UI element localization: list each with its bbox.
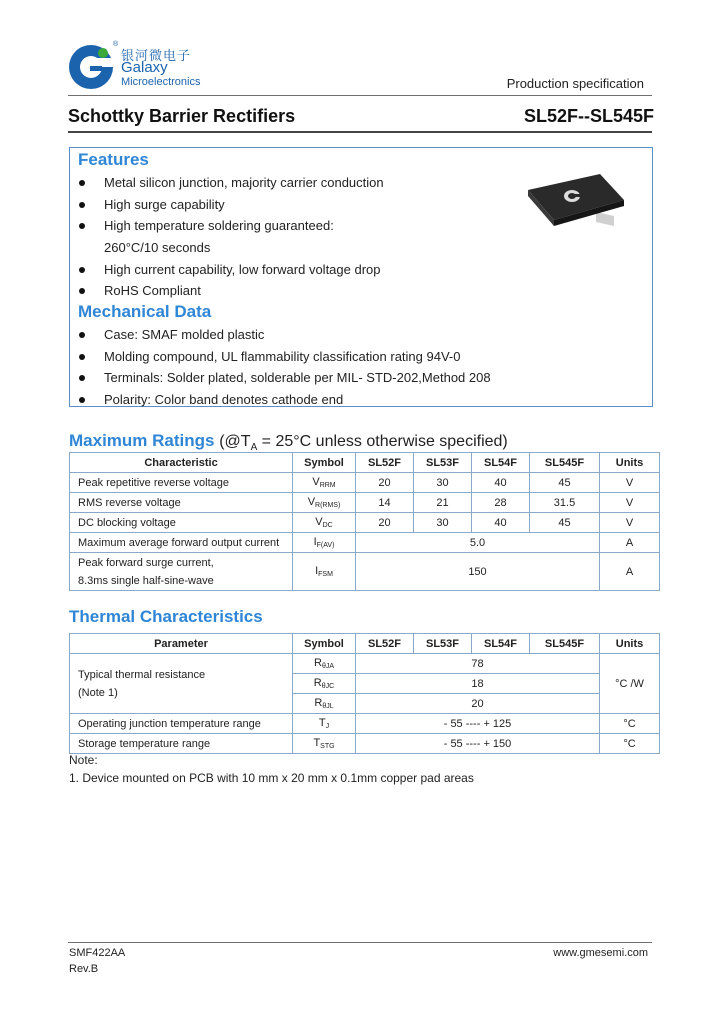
col-header: SL53F — [414, 453, 472, 473]
mechanical-heading: Mechanical Data — [78, 302, 212, 321]
mechanical-list — [78, 324, 638, 411]
list-item: RoHS Compliant — [78, 280, 508, 302]
col-header: Symbol — [293, 453, 356, 473]
document-code: SMF422AA — [69, 947, 126, 959]
header-divider — [68, 95, 652, 96]
list-item: Terminals: Solder plated, solderable per MIL- STD-202,Method 208 — [78, 367, 638, 389]
title-divider — [68, 131, 652, 133]
bullet-icon — [79, 288, 85, 294]
list-item: High temperature soldering guaranteed: — [78, 215, 508, 237]
company-subtitle: Microelectronics — [121, 76, 201, 88]
list-item: Molding compound, UL flammability classification rating 94V-0 — [78, 346, 638, 368]
col-header: Units — [600, 453, 660, 473]
bullet-icon — [79, 332, 85, 338]
table-row: Storage temperature range $T_{STG}$ - 55 ---- + 150 °C — [70, 734, 660, 754]
table-row: $R_{\theta JL}$ 20 — [70, 694, 660, 714]
list-item: High current capability, low forward voltage drop — [78, 259, 508, 281]
table-row: $R_{\theta JC}$ 18 — [70, 674, 660, 694]
footer-divider — [68, 942, 652, 943]
list-item: High surge capability — [78, 194, 508, 216]
list-item: Case: SMAF molded plastic — [78, 324, 638, 346]
bullet-icon — [79, 267, 85, 273]
registered-mark: ® — [113, 41, 119, 48]
bullet-icon — [79, 375, 85, 381]
max-ratings-table — [69, 452, 660, 591]
bullet-icon — [79, 397, 85, 403]
table-row: Typical thermal resistance (Note 1) $R_{\theta JA}$ 78 °C /W — [70, 654, 660, 674]
company-name: Galaxy — [121, 59, 168, 76]
col-header: Units — [600, 634, 660, 654]
smaf-package-image — [520, 168, 630, 234]
list-item: 260°C/10 seconds — [104, 240, 211, 256]
col-header: Symbol — [293, 634, 356, 654]
note-label: Note: — [69, 753, 98, 767]
table-row: Operating junction temperature range $T_J$ - 55 ---- + 125 °C — [70, 714, 660, 734]
bullet-icon — [79, 202, 85, 208]
document-type: Production specification — [506, 76, 644, 91]
bullet-icon — [79, 180, 85, 186]
company-logo — [68, 44, 114, 90]
thermal-heading: Thermal Characteristics — [69, 607, 263, 626]
col-header: SL53F — [414, 634, 472, 654]
company-name-cn: 银河微电子 — [121, 49, 192, 64]
list-item: Polarity: Color band denotes cathode end — [78, 389, 638, 411]
col-header: SL52F — [356, 453, 414, 473]
col-header: SL545F — [530, 634, 600, 654]
col-header: SL54F — [472, 453, 530, 473]
col-header: Parameter — [70, 634, 293, 654]
list-item: Metal silicon junction, majority carrier conduction — [78, 172, 508, 194]
note-item: 1. Device mounted on PCB with 10 mm x 20 mm x 0.1mm copper pad areas — [69, 771, 474, 785]
thermal-table — [69, 633, 660, 754]
features-list — [78, 172, 508, 302]
part-number-range: SL52F--SL545F — [523, 106, 654, 126]
table-row: Peak forward surge current, 8.3ms single half-sine-wave $I_{FSM}$ 150 A — [70, 553, 660, 591]
table-header-row — [70, 634, 660, 654]
col-header: SL54F — [472, 634, 530, 654]
table-row: DC blocking voltage $V_{DC}$ 20 30 40 45 V — [70, 513, 660, 533]
page-title: Schottky Barrier Rectifiers — [68, 106, 296, 126]
website-link[interactable]: www.gmesemi.com — [553, 947, 648, 959]
features-heading: Features — [78, 150, 149, 169]
bullet-icon — [79, 354, 85, 360]
bullet-icon — [79, 223, 85, 229]
max-ratings-heading: Maximum Ratings ($@T_A = 25^\circ C$ unless otherwise specified) — [69, 431, 508, 454]
revision: Rev.B — [69, 963, 99, 975]
table-row: RMS reverse voltage $V_{R(RMS)}$ 14 21 28 31.5 V — [70, 493, 660, 513]
table-header-row — [70, 453, 660, 473]
table-row: Peak repetitive reverse voltage $V_{RRM}$ 20 30 40 45 V — [70, 473, 660, 493]
col-header: Characteristic — [70, 453, 293, 473]
col-header: SL545F — [530, 453, 600, 473]
col-header: SL52F — [356, 634, 414, 654]
table-row: Maximum average forward output current $I_{F(AV)}$ 5.0 A — [70, 533, 660, 553]
